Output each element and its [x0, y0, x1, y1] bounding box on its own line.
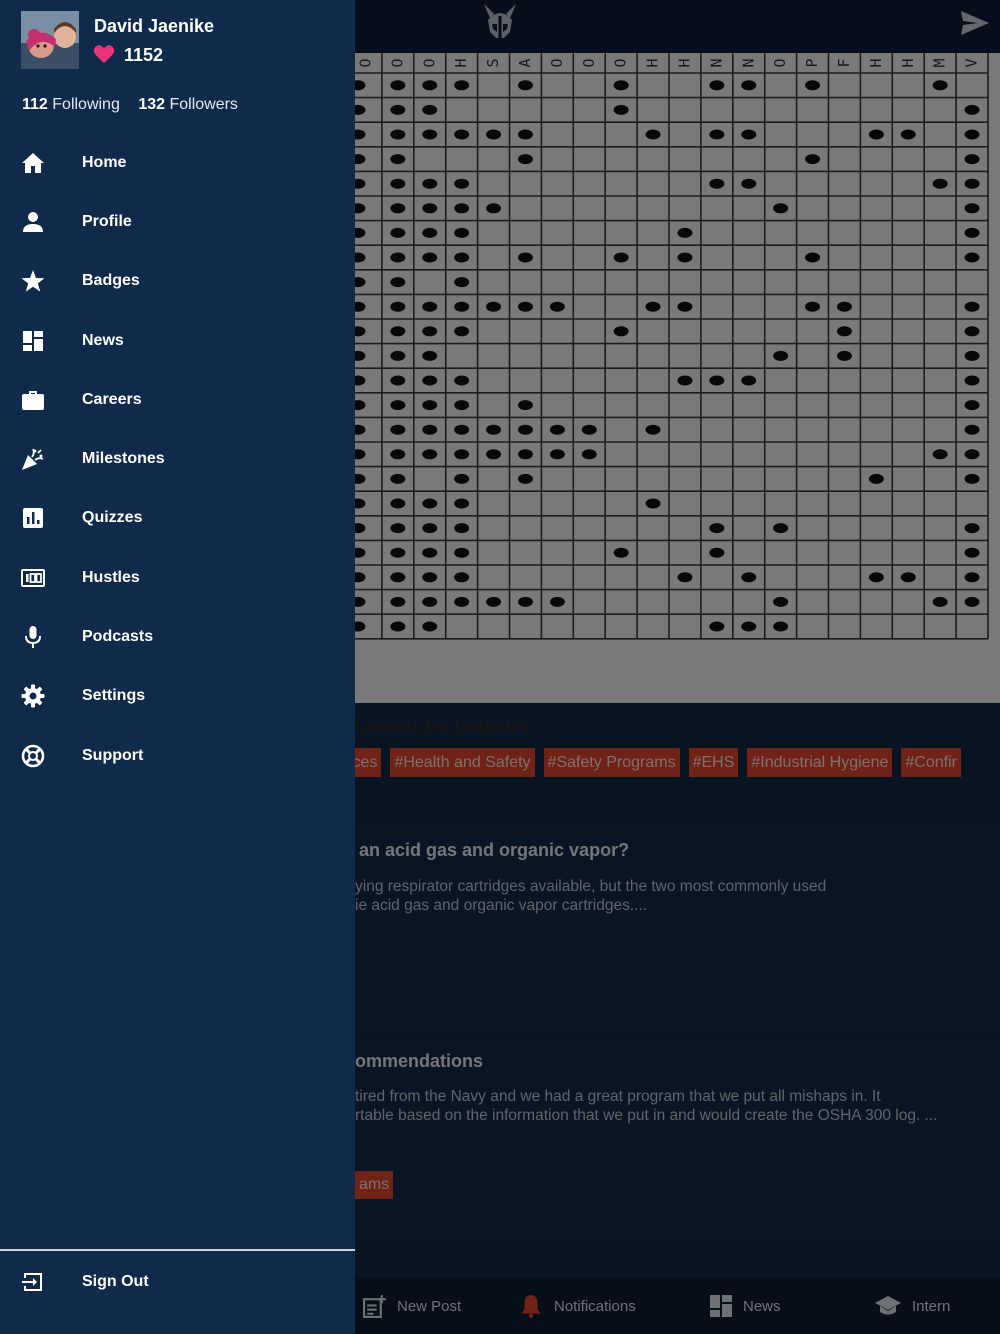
menu-item-label: Badges [82, 272, 140, 289]
navigation-drawer [0, 0, 355, 1334]
menu-item-badges[interactable] [0, 256, 355, 306]
menu-item-label: Quizzes [82, 509, 143, 526]
menu-item-quizzes[interactable] [0, 493, 355, 543]
menu-item-careers[interactable] [0, 375, 355, 425]
divider [0, 1249, 355, 1251]
menu-item-label: Profile [82, 213, 132, 230]
microphone-icon [21, 625, 45, 649]
menu-item-label: Milestones [82, 450, 165, 467]
sign-out-button[interactable] [0, 1257, 355, 1307]
home-icon [21, 151, 45, 175]
menu-item-label: Home [82, 154, 127, 171]
sign-out-icon [21, 1270, 45, 1294]
star-icon [21, 269, 45, 293]
menu-item-label: Podcasts [82, 628, 154, 645]
party-popper-icon [21, 447, 45, 471]
drawer-scrim[interactable] [355, 0, 1000, 1334]
menu-item-label: Hustles [82, 569, 140, 586]
menu-item-news[interactable] [0, 316, 355, 366]
heart-icon [93, 44, 115, 64]
menu-item-label: News [82, 332, 124, 349]
person-icon [21, 210, 45, 234]
menu-item-milestones[interactable] [0, 434, 355, 484]
menu-item-profile[interactable] [0, 197, 355, 247]
dashboard-icon [21, 329, 45, 353]
menu-item-podcasts[interactable] [0, 612, 355, 662]
followers-label[interactable]: Followers [169, 96, 238, 113]
menu-item-label: Support [82, 747, 144, 764]
avatar[interactable] [21, 11, 79, 69]
following-count[interactable]: 112 [22, 96, 48, 113]
bar-chart-icon [21, 506, 45, 530]
avatar-photo [21, 11, 79, 69]
points-count: 1152 [124, 45, 164, 65]
gear-icon [21, 684, 45, 708]
user-name[interactable]: David Jaenike [94, 16, 215, 36]
briefcase-icon [21, 388, 45, 412]
counter-icon [21, 566, 45, 590]
followers-count[interactable]: 132 [138, 96, 166, 113]
sign-out-label: Sign Out [82, 1273, 149, 1290]
following-label[interactable]: Following [52, 96, 120, 113]
follow-stats [22, 96, 238, 114]
menu-item-settings[interactable] [0, 671, 355, 721]
menu-item-label: Careers [82, 391, 142, 408]
menu-item-label: Settings [82, 687, 146, 704]
menu-item-home[interactable] [0, 138, 355, 188]
menu-item-support[interactable] [0, 731, 355, 781]
lifebuoy-icon [21, 744, 45, 768]
menu-item-hustles[interactable] [0, 553, 355, 603]
